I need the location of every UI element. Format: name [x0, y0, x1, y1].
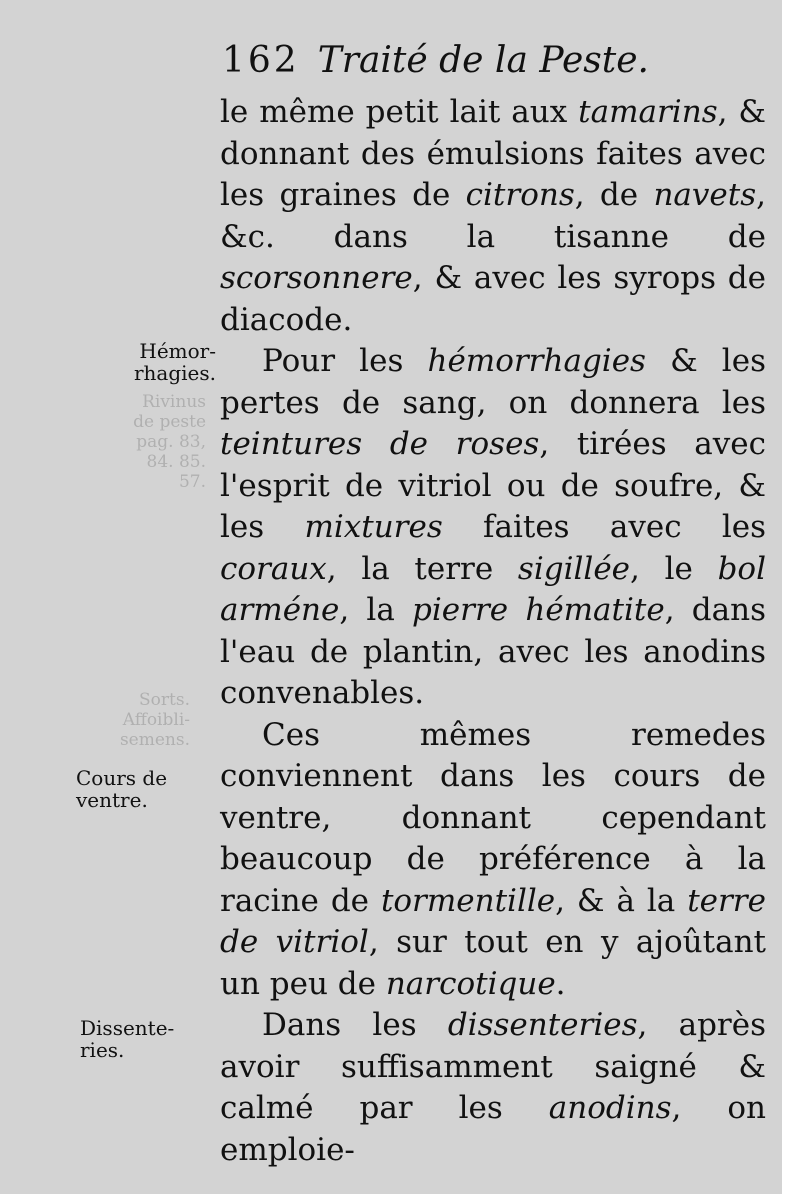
running-title: Traité de la Peste. — [317, 40, 649, 81]
page-header — [222, 40, 649, 81]
italic-term: bol arméne — [220, 550, 766, 628]
text-run: , la terre — [326, 550, 518, 587]
text-run: , tirées avec l'esprit de vitriol ou de soufre, & les — [220, 426, 766, 545]
show-through-note-a: Rivinus de peste pag. 83, 84. 85. 57. — [133, 392, 206, 492]
text-run: Dans les — [262, 1007, 448, 1043]
text-run: , le — [630, 550, 718, 587]
paragraph — [220, 1005, 766, 1171]
italic-term: scorsonnere — [220, 260, 413, 296]
paragraph — [220, 92, 766, 341]
italic-term: narcotique — [385, 965, 556, 1002]
text-run: , la — [339, 592, 413, 628]
page-edge — [782, 0, 800, 1194]
italic-term: hémorrhagies — [427, 343, 646, 379]
text-run: , & avec les syrops de diacode. — [220, 260, 766, 338]
italic-term: pierre hématite — [412, 592, 665, 628]
text-run: . — [555, 965, 566, 1002]
body-text — [220, 92, 766, 1171]
page-number: 162 — [222, 40, 300, 81]
text-run: , dans l'eau de plantin, avec les anodins convenables. — [220, 592, 766, 711]
text-run: , on emploie- — [220, 1090, 766, 1168]
paragraph — [220, 341, 766, 715]
italic-term: tormentille — [380, 882, 556, 919]
text-run: le même petit lait aux — [220, 94, 579, 130]
italic-term: teintures de roses — [220, 426, 540, 462]
text-run: faites avec les — [442, 509, 766, 545]
italic-term: anodins — [548, 1090, 672, 1126]
text-run: Pour les — [262, 343, 428, 379]
show-through-note-b: Sorts. Affoibli-semens. — [119, 690, 190, 750]
text-run: , &c. dans la tisanne de — [220, 177, 766, 255]
margin-note-cours-de-ventre: Cours de ventre. — [76, 766, 168, 812]
text-run: , sur tout en y ajoûtant un peu de — [220, 924, 766, 1002]
text-run: & les pertes de sang, on donnera les — [220, 343, 766, 421]
text-run: Ces mêmes remedes conviennent dans les cours de ventre, donnant cependant beaucoup de préférence à la racine de — [220, 716, 766, 919]
italic-term: navets — [653, 177, 757, 213]
italic-term: dissenteries — [447, 1007, 638, 1043]
text-run: , de — [574, 177, 654, 213]
italic-term: tamarins — [578, 94, 718, 130]
italic-term: citrons — [465, 177, 575, 213]
italic-term: sigillée — [517, 550, 631, 587]
paragraph — [220, 715, 766, 1006]
italic-term: mixtures — [304, 509, 443, 545]
margin-note-hemorrhagies: Hémor-rhagies. — [133, 339, 216, 385]
italic-term: terre de vitriol — [220, 882, 766, 960]
margin-note-dissenteries: Dissente-ries. — [80, 1016, 175, 1062]
text-run: , & donnant des émulsions faites avec les graines de — [220, 94, 766, 213]
italic-term: coraux — [220, 550, 327, 587]
text-run: , & à la — [555, 882, 688, 919]
text-run: , après avoir suffisamment saigné & calmé par les — [220, 1007, 766, 1126]
